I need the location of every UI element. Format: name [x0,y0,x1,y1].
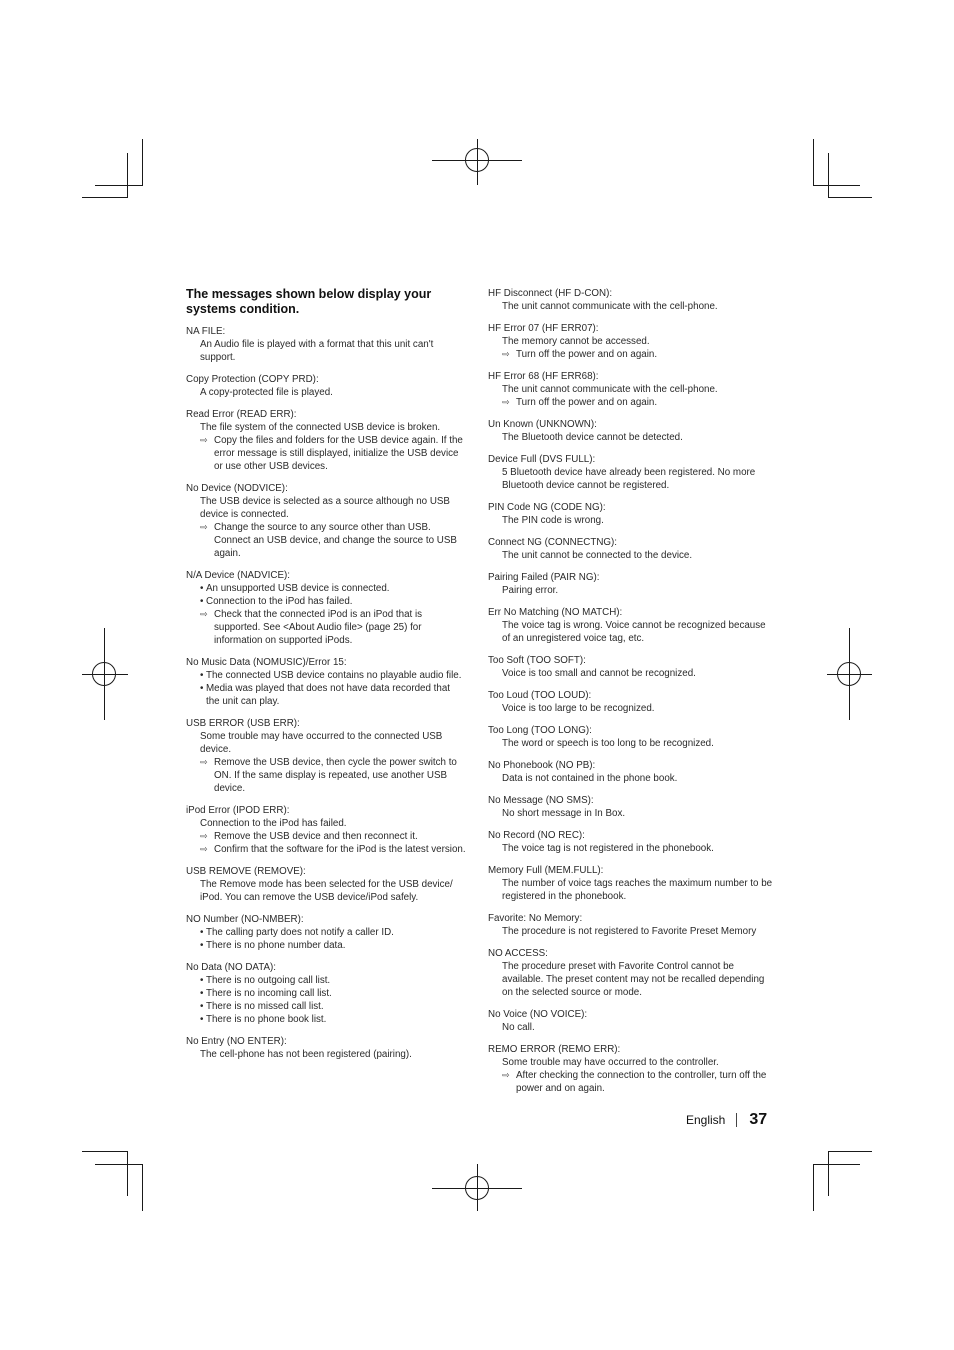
message-title: No Message (NO SMS): [488,795,594,806]
description-line: No call. [502,1022,535,1033]
bullet-line [186,926,466,939]
left-column [186,287,466,1070]
description-line: The Bluetooth device cannot be detected. [502,432,683,443]
message-title: USB REMOVE (REMOVE): [186,866,306,877]
remedy-text: Check that the connected iPod is an iPod that is supported. See <About Audio file> (page 25) for information on supported iPods. [214,609,423,646]
message-title: HF Disconnect (HF D-CON): [488,288,613,299]
message-entry [186,717,466,795]
remedy-line [186,830,466,843]
message-entry [488,947,774,999]
bullet-text: There is no phone book list. [206,1014,327,1025]
message-entry [186,569,466,647]
description-line: Pairing error. [502,585,559,596]
message-title: No Music Data (NOMUSIC)/Error 15: [186,657,347,668]
message-entry [488,1008,774,1034]
message-entry [488,418,774,444]
message-entry [488,689,774,715]
description-line: The unit cannot communicate with the cell-phone. [502,301,718,312]
message-title: Connect NG (CONNECTNG): [488,537,618,548]
message-title: HF Error 68 (HF ERR68): [488,371,599,382]
registration-mark-bottom [465,1176,489,1200]
footer-language: English [686,1113,726,1127]
bullet-text: An unsupported USB device is connected. [206,583,390,594]
message-title: No Phonebook (NO PB): [488,760,596,771]
description-line: The procedure is not registered to Favorite Preset Memory [502,926,757,937]
description-line: The procedure preset with Favorite Control cannot be available. The preset content may not be recalled depending on the selected source or mode. [502,961,765,998]
arrow-right-icon: ⇨ [200,435,208,445]
description-line: Some trouble may have occurred to the connected USB device. [200,731,443,755]
message-entry [488,864,774,903]
description-line: 5 Bluetooth device have already been registered. No more Bluetooth device cannot be registered. [502,467,756,491]
bullet-text: The calling party does not notify a caller ID. [206,927,394,938]
section-heading: The messages shown below display your systems condition. [186,287,432,316]
message-entry [186,373,466,399]
page-footer [686,1110,767,1130]
message-entry [488,370,774,409]
description-line: An Audio file is played with a format that this unit can't support. [200,339,434,363]
description-line: The file system of the connected USB device is broken. [200,422,441,433]
bullet-line [186,987,466,1000]
message-entry [186,1035,466,1061]
message-entry [488,453,774,492]
message-entry [186,865,466,904]
remedy-line [186,434,466,473]
description-line: The voice tag is wrong. Voice cannot be recognized because of an unregistered voice tag, etc. [502,620,766,644]
remedy-text: Remove the USB device and then reconnect it. [214,831,418,842]
registration-mark-right [837,662,861,686]
message-list-left [186,325,466,1061]
remedy-line [488,1069,774,1095]
message-entry [186,913,466,952]
description-line: The USB device is selected as a source although no USB device is connected. [200,496,450,520]
message-entry [186,961,466,1026]
description-line: Data is not contained in the phone book. [502,773,678,784]
arrow-right-icon: ⇨ [200,609,208,619]
arrow-right-icon: ⇨ [200,522,208,532]
description-line: The voice tag is not registered in the phonebook. [502,843,714,854]
message-entry [488,322,774,361]
message-title: iPod Error (IPOD ERR): [186,805,290,816]
message-title: Too Long (TOO LONG): [488,725,592,736]
description-line: The memory cannot be accessed. [502,336,650,347]
message-entry [186,408,466,473]
message-title: Un Known (UNKNOWN): [488,419,597,430]
page-number: 37 [749,1111,768,1128]
remedy-text: Copy the files and folders for the USB device again. If the error message is still displayed, initialize the USB device or use other USB devices. [214,435,463,472]
remedy-text: Turn off the power and on again. [516,349,658,360]
message-title: Memory Full (MEM.FULL): [488,865,604,876]
remedy-line [186,608,466,647]
message-title: NA FILE: [186,326,226,337]
remedy-line [186,521,466,560]
message-title: HF Error 07 (HF ERR07): [488,323,599,334]
remedy-text: Change the source to any source other than USB. Connect an USB device, and change the source to USB again. [214,522,457,559]
bullet-text: Connection to the iPod has failed. [206,596,353,607]
registration-mark-left [92,662,116,686]
description-line: No short message in In Box. [502,808,626,819]
message-entry [488,606,774,645]
remedy-line [488,348,774,361]
remedy-text: Confirm that the software for the iPod is the latest version. [214,844,466,855]
message-title: Read Error (READ ERR): [186,409,297,420]
bullet-line [186,682,466,708]
remedy-line [186,843,466,856]
message-title: No Device (NODVICE): [186,483,288,494]
message-title: Favorite: No Memory: [488,913,583,924]
bullet-line [186,1000,466,1013]
message-title: N/A Device (NADVICE): [186,570,290,581]
message-title: Too Loud (TOO LOUD): [488,690,592,701]
description-line: Connection to the iPod has failed. [200,818,347,829]
remedy-text: Turn off the power and on again. [516,397,658,408]
message-entry [488,571,774,597]
arrow-right-icon: ⇨ [502,397,510,407]
message-entry [488,794,774,820]
description-line: The word or speech is too long to be recognized. [502,738,714,749]
message-title: NO ACCESS: [488,948,548,959]
bullet-text: There is no incoming call list. [206,988,332,999]
message-title: Too Soft (TOO SOFT): [488,655,586,666]
message-title: Device Full (DVS FULL): [488,454,596,465]
bullet-line [186,669,466,682]
message-entry [488,912,774,938]
description-line: The cell-phone has not been registered (pairing). [200,1049,412,1060]
bullet-line [186,939,466,952]
description-line: Some trouble may have occurred to the controller. [502,1057,719,1068]
message-entry [186,325,466,364]
description-line: The Remove mode has been selected for the USB device/ iPod. You can remove the USB device/iPod safely. [200,879,453,903]
message-title: NO Number (NO-NMBER): [186,914,304,925]
description-line: Voice is too small and cannot be recognized. [502,668,696,679]
arrow-right-icon: ⇨ [200,757,208,767]
bullet-line [186,582,466,595]
message-entry [488,1043,774,1095]
message-title: Copy Protection (COPY PRD): [186,374,319,385]
right-column [488,287,774,1104]
message-title: REMO ERROR (REMO ERR): [488,1044,621,1055]
description-line: A copy-protected file is played. [200,387,333,398]
message-entry [488,759,774,785]
message-title: No Entry (NO ENTER): [186,1036,287,1047]
message-title: No Voice (NO VOICE): [488,1009,588,1020]
message-list-right [488,287,774,1095]
bullet-text: There is no outgoing call list. [206,975,331,986]
message-title: No Data (NO DATA): [186,962,276,973]
arrow-right-icon: ⇨ [502,1070,510,1080]
remedy-line [186,756,466,795]
remedy-text: Remove the USB device, then cycle the power switch to ON. If the same display is repeated, use another USB device. [214,757,457,794]
arrow-right-icon: ⇨ [200,831,208,841]
remedy-text: After checking the connection to the controller, turn off the power and on again. [516,1070,767,1094]
description-line: The PIN code is wrong. [502,515,604,526]
bullet-text: There is no missed call list. [206,1001,324,1012]
bullet-text: There is no phone number data. [206,940,346,951]
message-title: Pairing Failed (PAIR NG): [488,572,600,583]
message-entry [488,287,774,313]
message-entry [186,804,466,856]
message-entry [488,724,774,750]
description-line: The unit cannot communicate with the cell-phone. [502,384,718,395]
message-title: No Record (NO REC): [488,830,585,841]
description-line: Voice is too large to be recognized. [502,703,655,714]
bullet-line [186,974,466,987]
bullet-text: The connected USB device contains no playable audio file. [206,670,462,681]
message-entry [186,482,466,560]
remedy-line [488,396,774,409]
arrow-right-icon: ⇨ [502,349,510,359]
description-line: The unit cannot be connected to the device. [502,550,693,561]
message-title: PIN Code NG (CODE NG): [488,502,606,513]
message-entry [488,654,774,680]
bullet-line [186,595,466,608]
message-entry [186,656,466,708]
arrow-right-icon: ⇨ [200,844,208,854]
message-entry [488,536,774,562]
bullet-text: Media was played that does not have data recorded that the unit can play. [206,683,450,707]
bullet-line [186,1013,466,1026]
message-entry [488,829,774,855]
message-title: USB ERROR (USB ERR): [186,718,300,729]
message-title: Err No Matching (NO MATCH): [488,607,623,618]
message-entry [488,501,774,527]
footer-separator [736,1113,737,1127]
registration-mark-top [465,148,489,172]
description-line: The number of voice tags reaches the maximum number to be registered in the phonebook. [502,878,773,902]
